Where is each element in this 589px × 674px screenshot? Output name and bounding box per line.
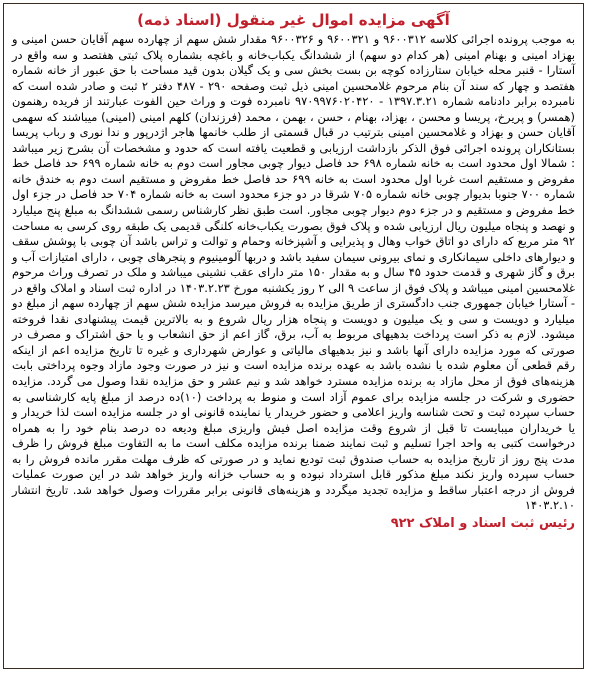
notice-frame	[3, 3, 584, 669]
notice-footer	[12, 516, 575, 531]
notice-title: آگهی مزایده اموال غیر منقول (اسناد ذمه)	[137, 11, 450, 29]
signature: رئیس ثبت اسناد و املاک ۹۲۲	[390, 515, 575, 531]
notice-body: به موجب پرونده اجرائی کلاسه ۹۶۰۰۳۱۲ و ۹۶۰۰۳۲۱ و ۹۶۰۰۳۲۶ مقدار شش سهم از چهارده سهم آقایان حسن امینی و بهزاد امینی و بهنام امینی (هر کدام دو سهم) از ششدانگ یکباب‌خانه و باغچه بشماره پلاک ثبتی هفتصد و سه واقع در آستارا - قنبر محله خیابان ستارزاده کوچه بن بست بخش سی و یک گیلان بدون قید مساحت با حق عبور از خانه شماره هفتصد و چهار که سند آن بنام مرحوم غلامحسین امینی ذیل ثبت وصفحه ۲۹۰ - ۴۸۷ دفتر ۲ ثبت و صادر شده است که نامبرده برابر دادنامه شماره ۱۳۹۷.۳.۲۱ - ۹۷۰۹۹۷۶۰۲۰۴۲۰ نامبرده فوت و وراث حین الفوت عبارتند از فریده رهنمون (همسر) و پریرخ، پریسا و محسن ، بهزاد، بهنام ، حسن ، بهمن ، محمد (فرزندان) کلهم امینی (امینی) میباشند که سهمی آقایان حسن و بهزاد و غلامحسین امینی بترتیب در قبال قسمتی از طلب خانمها هاجر اژدرپور و ندا نوری و رباب پریسا بستانکاران پرونده اجرائی فوق الذکر بازداشت ارزیابی و قطعیت یافته است که حدود و مشخصات آن بشرح زیر میباشد : شمالا اول محدود است به خانه شماره ۶۹۸ حد فاصل دیوار چوبی مجاور است دوم به خانه شماره ۶۹۹ حد فاصل خط مفروض و مستقیم است غربا اول محدود است به خانه ۶۹۹ حد فاصل خط مفروض و مستقیم است دوم به خندق خانه شماره ۷۰۰ جنوبا بدیوار چوبی خانه شماره ۷۰۵ شرقا در دو جزء محدود است به خانه شماره ۷۰۴ حد فاصل در جزء اول خط مفروض و مستقیم و در جزء دوم دیوار چوبی مجاور. است طبق نظر کارشناس رسمی ششدانگ به مبلغ پنج میلیارد و نهصد و پنجاه میلیون ریال ارزیابی شده و پلاک فوق بصورت یکباب‌خانه کلنگی قدیمی یک طبقه روی کرسی به مساحت ۹۲ متر مربع که دارای دو اتاق خواب وهال و پذیرایی و آشپزخانه وحمام و توالت و تراس باشد آن چوبی با پوشش سقف و دیوارهای داخلی سیمانکاری و نمای بیرونی سیمان سفید باشد و دربها آلومینیوم و پنجرهای چوبی ، دارای امتیازات آب و برق و گاز شهری و قدمت حدود ۴۵ سال و به مقدار ۱۵۰ متر دارای عقب نشینی میباشد و ملک در تصرف وراث مرحوم غلامحسین امینی میباشد و پلاک فوق از ساعت ۹ الی ۲ روز یکشنبه مورخ ۱۴۰۳.۲.۲۳ در اداره ثبت اسناد و املاک واقع در - آستارا خیابان جمهوری جنب دادگستری از طریق مزایده به فروش میرسد مزایده شش سهم از چهارده سهم از مبلغ دو میلیارد و دویست و سی و یک میلیون و دویست و پنجاه هزار ریال شروع و به بالاترین قیمت پیشنهادی نقدا فروخته میشود. لازم به ذکر است پرداخت بدهیهای مربوط به آب، برق، گاز اعم از حق انشعاب و یا حق اشتراک و مصرف در صورتی که مورد مزایده دارای آنها باشد و نیز بدهیهای مالیاتی و عوارض شهرداری و غیره تا تاریخ مزایده اعم از اینکه رقم قطعی آن معلوم شده یا نشده باشد به عهده برنده مزایده است و نیز در صورت وجود مازاد وجوه پرداختی بابت هزینه‌های فوق از محل مازاد به برنده مزایده مسترد خواهد شد و نیم عشر و حق مزایده نقدا وصول می گردد. مزایده حضوری و شرکت در جلسه مزایده برای عموم آزاد است و منوط به پرداخت (۱۰)ده درصد از مبلغ پایه کارشناسی به حساب سپرده ثبت و تحت شناسه واریز اعلامی و حضور خریدار یا نماینده قانونی او در جلسه مزایده است لذا خریدار و یا خریداران میبایست تا قبل از شروع وقت مزایده اصل فیش واریزی مبلغ ودیعه ده درصد بنام خود را به همراه درخواست کتبی به واحد اجرا تسلیم و ثبت نمایند ضمنا برنده مزایده مکلف است ما به التفاوت مبلغ فروش را ظرف مدت پنج روز از تاریخ مزایده به حساب صندوق ثبت تودیع نماید و در صورتی که ظرف مهلت مقرر مانده فروش را به حساب سپرده واریز نکند مبلغ مذکور قابل استرداد نبوده و به حساب خزانه واریز خواهد شد در این صورت عملیات فروش از درجه اعتبار ساقط و مزایده تجدید میگردد و هزینه‌های قانونی برابر مقررات وصول خواهد شد. تاریخ انتشار ۱۴۰۳.۲.۱۰	[12, 32, 576, 513]
